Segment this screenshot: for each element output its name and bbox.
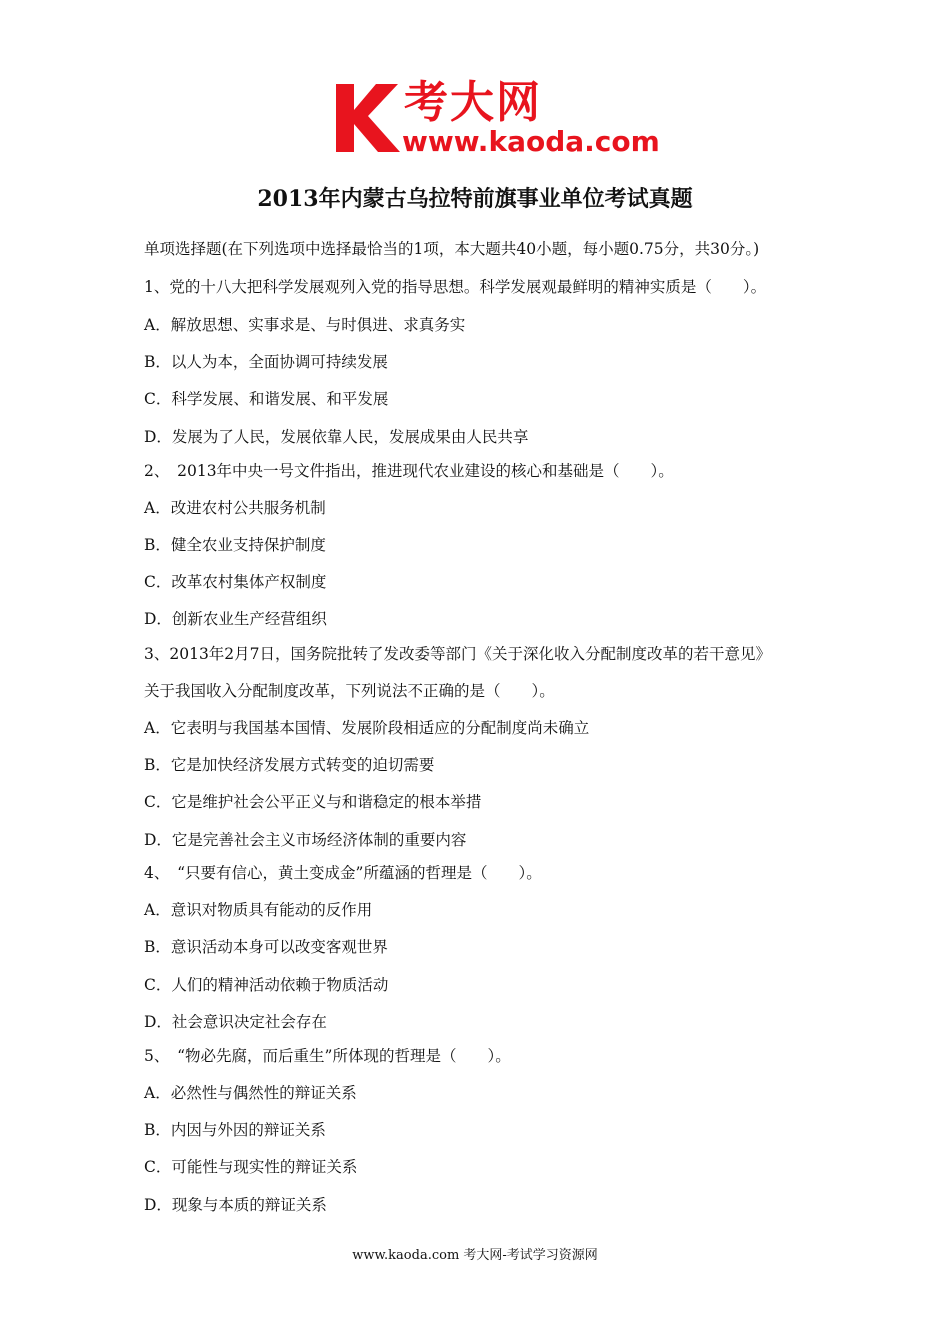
option-3c: C．它是维护社会公平正义与和谐稳定的根本举措	[144, 793, 482, 811]
option-5a: A．必然性与偶然性的辩证关系	[144, 1084, 357, 1102]
question-1: 1、党的十八大把科学发展观列入党的指导思想。科学发展观最鲜明的精神实质是（ ）。	[144, 278, 767, 296]
option-4c: C．人们的精神活动依赖于物质活动	[144, 976, 389, 994]
option-2b: B．健全农业支持保护制度	[144, 536, 326, 554]
logo-url: www.kaoda.com	[402, 125, 660, 158]
option-1a: A．解放思想、实事求是、与时俱进、求真务实	[144, 316, 466, 334]
option-3a: A．它表明与我国基本国情、发展阶段相适应的分配制度尚未确立	[144, 719, 590, 737]
kaoda-logo	[332, 77, 660, 160]
option-2c: C．改革农村集体产权制度	[144, 573, 327, 591]
option-1d: D．发展为了人民，发展依靠人民，发展成果由人民共享	[144, 428, 529, 446]
question-3: 3、2013年2月7日，国务院批转了发改委等部门《关于深化收入分配制度改革的若干意见》	[144, 645, 772, 663]
page-title: 2013年内蒙古乌拉特前旗事业单位考试真题	[257, 186, 693, 212]
question-3-cont: 关于我国收入分配制度改革，下列说法不正确的是（ ）。	[144, 682, 555, 700]
option-3b: B．它是加快经济发展方式转变的迫切需要	[144, 756, 435, 774]
k-logo-icon	[332, 80, 404, 156]
page-footer: www.kaoda.com 考大网-考试学习资源网	[352, 1248, 598, 1263]
option-5d: D．现象与本质的辩证关系	[144, 1196, 327, 1214]
question-5: 5、 “物必先腐，而后重生”所体现的哲理是（ ）。	[144, 1047, 511, 1065]
option-2a: A．改进农村公共服务机制	[144, 499, 326, 517]
option-4d: D．社会意识决定社会存在	[144, 1013, 327, 1031]
option-3d: D．它是完善社会主义市场经济体制的重要内容	[144, 831, 467, 849]
option-5b: B．内因与外因的辩证关系	[144, 1121, 326, 1139]
option-2d: D．创新农业生产经营组织	[144, 610, 327, 628]
question-2: 2、 2013年中央一号文件指出，推进现代农业建设的核心和基础是（ ）。	[144, 462, 674, 480]
option-4b: B．意识活动本身可以改变客观世界	[144, 938, 388, 956]
logo-text: 考大网	[404, 77, 542, 128]
option-1b: B．以人为本，全面协调可持续发展	[144, 353, 388, 371]
option-4a: A．意识对物质具有能动的反作用	[144, 901, 373, 919]
option-1c: C．科学发展、和谐发展、和平发展	[144, 390, 389, 408]
section-heading: 单项选择题(在下列选项中选择最恰当的1项，本大题共40小题，每小题0.75分，共30分。)	[144, 240, 760, 258]
question-4: 4、 “只要有信心，黄土变成金”所蕴涵的哲理是（ ）。	[144, 864, 542, 882]
option-5c: C．可能性与现实性的辩证关系	[144, 1158, 358, 1176]
